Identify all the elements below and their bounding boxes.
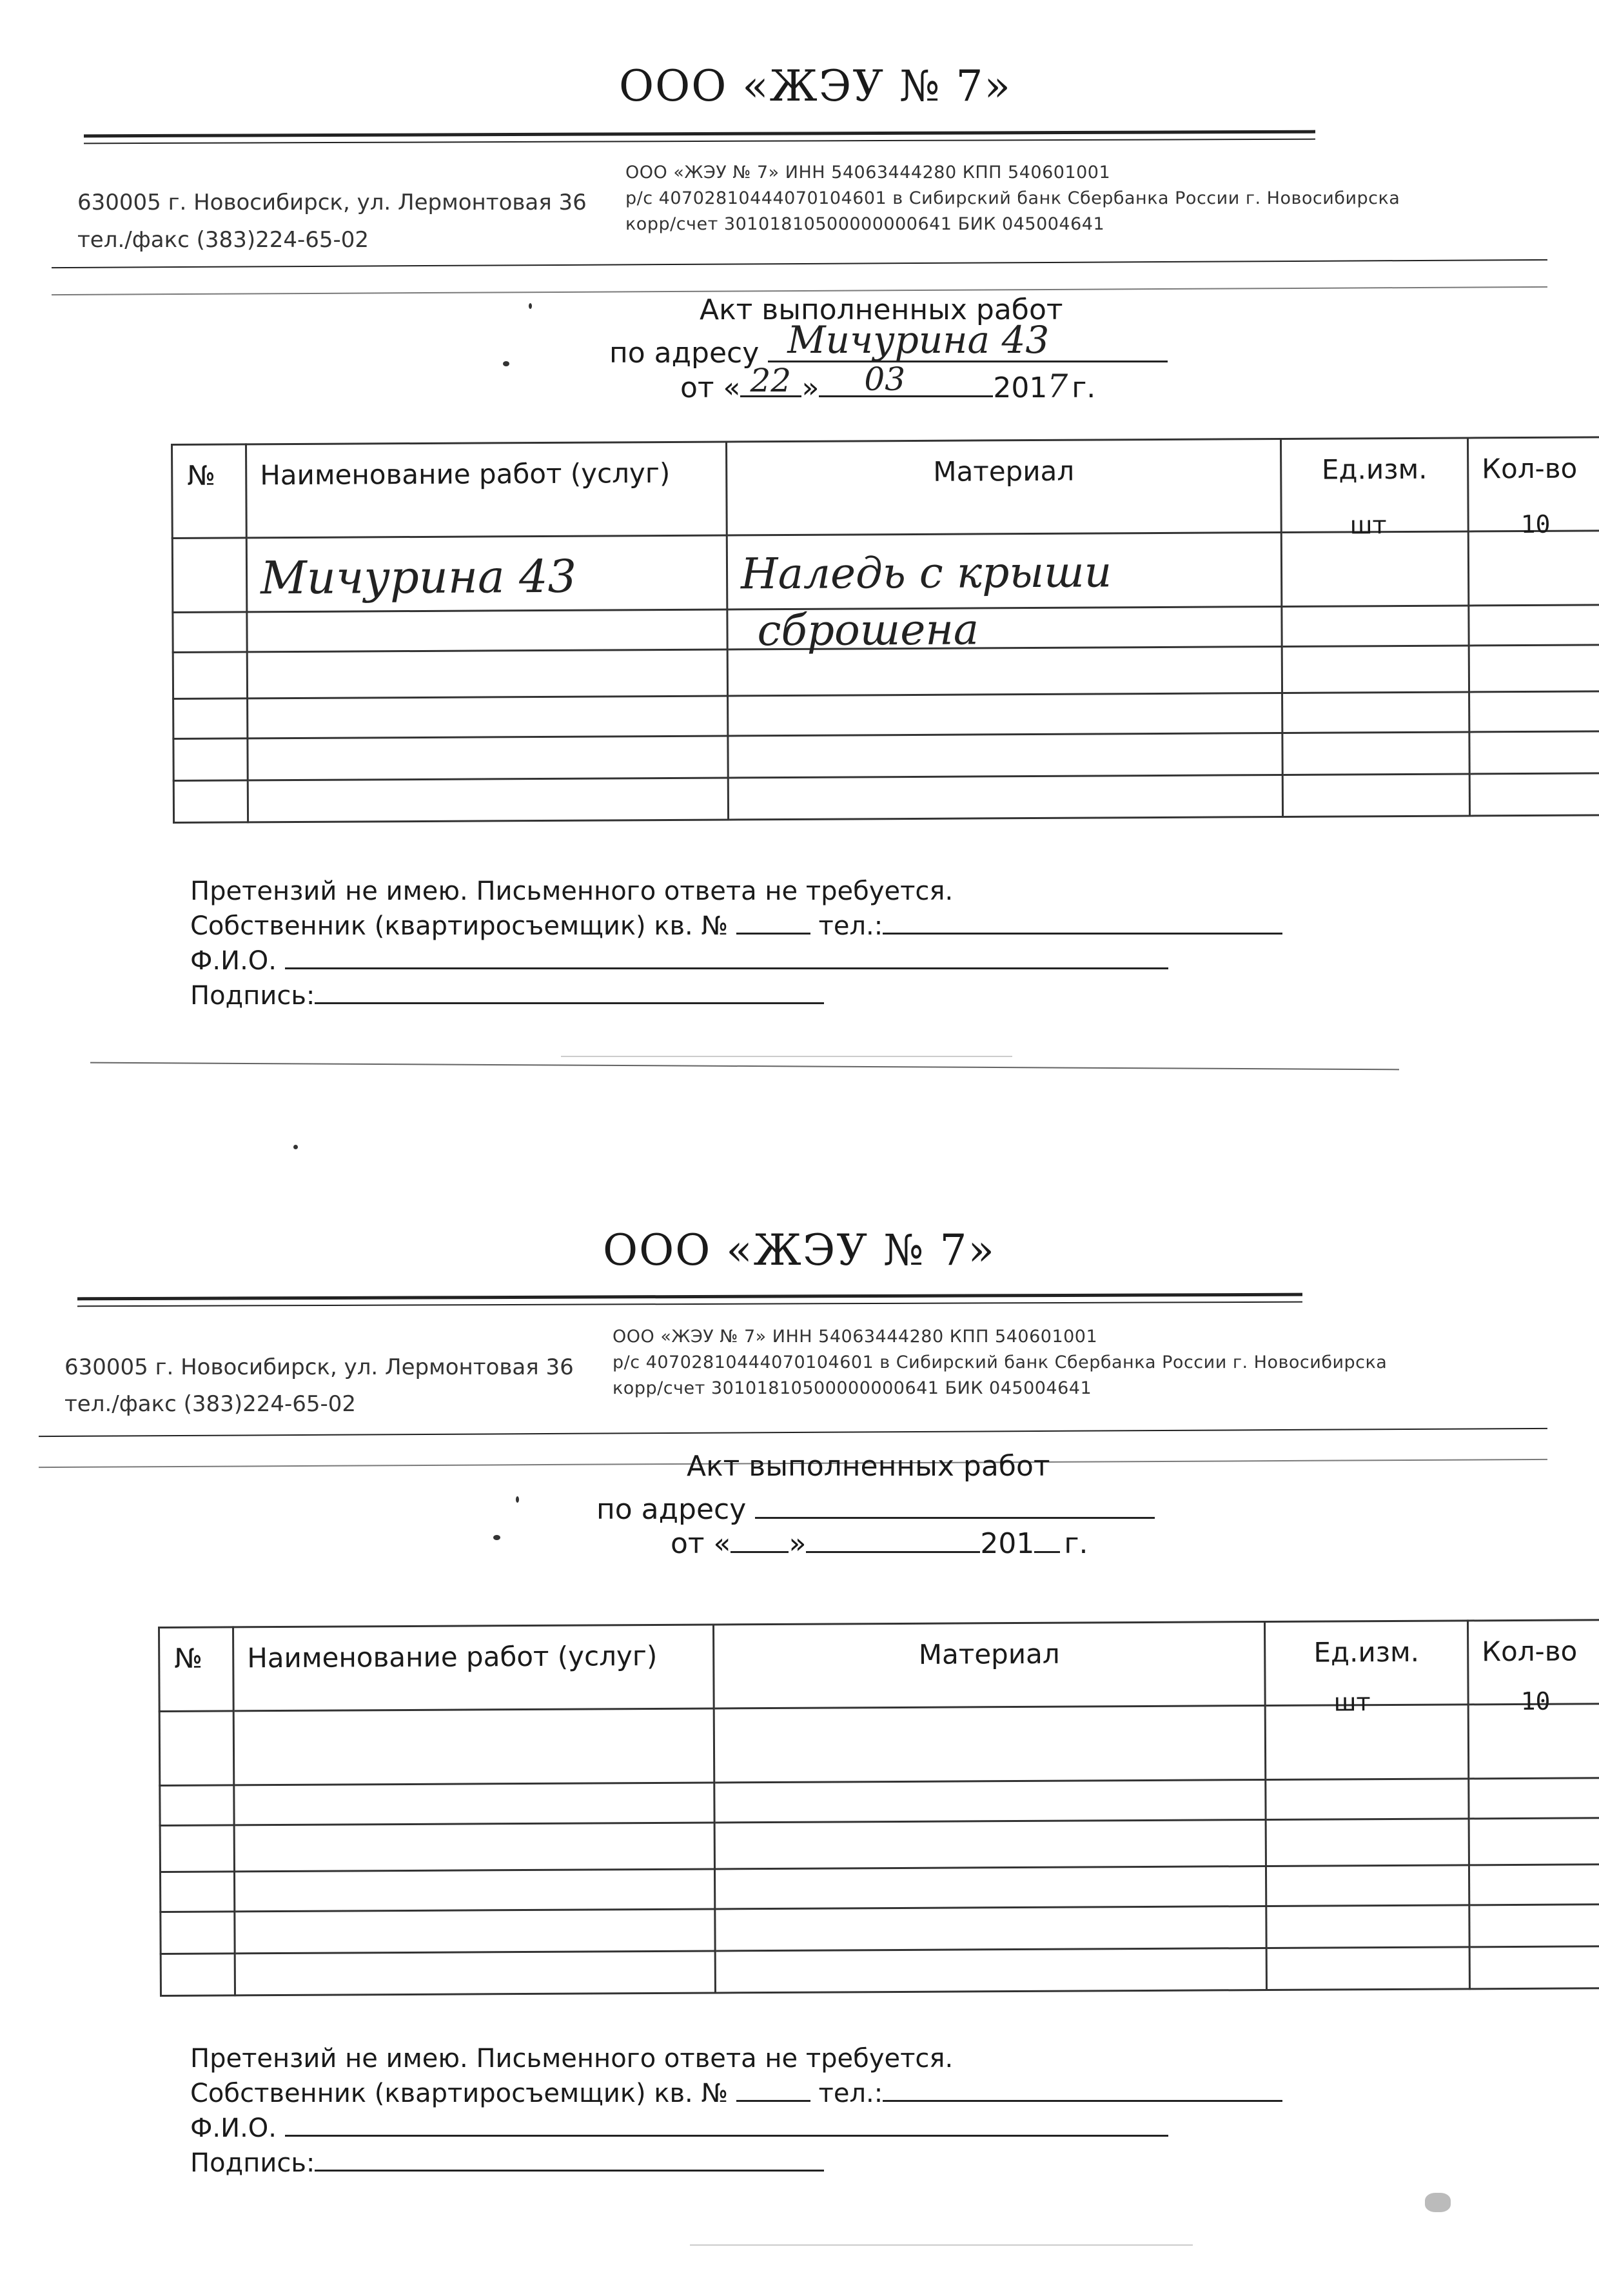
header-rule-bottom [39, 1428, 1547, 1437]
signature-field[interactable] [315, 983, 824, 1004]
fio-line [190, 944, 1282, 978]
cell-name[interactable] [246, 535, 727, 612]
address-line-1: 630005 г. Новосибирск, ул. Лермонтовая 36 [64, 1354, 574, 1380]
date-year-field[interactable] [1034, 1525, 1060, 1553]
scan-streak [690, 2244, 1193, 2246]
scan-streak [561, 1056, 1012, 1057]
address-field[interactable] [768, 318, 1168, 362]
unit-value: шт [1349, 511, 1387, 540]
requisites-line-3: корр/счет 30101810500000000641 БИК 045004641 [613, 1378, 1092, 1398]
table-row [173, 645, 1599, 699]
address-line-2: тел./факс (383)224-65-02 [77, 227, 369, 253]
col-header-no: № [159, 1627, 234, 1712]
table-row [173, 605, 1599, 653]
col-header-material: Материал [726, 439, 1281, 535]
claims-text: Претензий не имею. Письменного ответа не требуется. [190, 876, 954, 906]
date-prefix: от « [671, 1527, 731, 1560]
table-row [160, 1818, 1599, 1872]
works-table [171, 436, 1599, 824]
fio-label: Ф.И.О. [190, 2113, 277, 2143]
address-line [596, 1489, 1155, 1526]
col-header-name: Наименование работ (услуг) [246, 442, 727, 538]
signature-field[interactable] [315, 2150, 824, 2172]
table-row [173, 691, 1599, 739]
date-year-digit: 7 [1047, 368, 1068, 405]
address-line-2: тел./факс (383)224-65-02 [64, 1391, 357, 1417]
cell-material[interactable] [714, 1706, 1266, 1783]
col-header-unit: Ед.изм. [1280, 438, 1468, 533]
table-row [161, 1905, 1599, 1954]
cell-unit[interactable] [1281, 511, 1469, 607]
apartment-field[interactable] [736, 2081, 810, 2102]
row-material-line-2: сброшена [757, 604, 979, 656]
date-day: 22 [750, 362, 792, 399]
table-row [173, 731, 1599, 781]
signature-line [190, 2146, 1282, 2181]
date-day-field[interactable] [740, 362, 801, 399]
signature-line [190, 978, 1282, 1013]
col-header-material: Материал [713, 1622, 1265, 1708]
owner-line [190, 909, 1282, 944]
signature-label: Подпись: [190, 981, 315, 1011]
phone-label: тел.: [818, 911, 883, 941]
date-line [671, 1525, 1088, 1560]
col-header-name: Наименование работ (услуг) [233, 1625, 714, 1711]
cut-line [90, 1062, 1399, 1071]
act-title: Акт выполненных работ [700, 293, 1063, 326]
fio-line [190, 2111, 1282, 2146]
act-form-1 [0, 0, 1599, 1135]
requisites-line-3: корр/счет 30101810500000000641 БИК 045004641 [625, 214, 1105, 234]
cell-qty[interactable] [1468, 510, 1599, 606]
cell-name[interactable] [233, 1708, 714, 1785]
header-rule-bottom [52, 259, 1547, 268]
scan-speck [503, 361, 509, 366]
col-header-qty: Кол-во [1467, 1620, 1599, 1705]
qty-value: 10 [1520, 1687, 1551, 1716]
address-line-1: 630005 г. Новосибирск, ул. Лермонтовая 36 [77, 190, 587, 215]
scan-speck [516, 1496, 519, 1503]
header-rule-top-thin [84, 139, 1315, 144]
header-rule-top-thin [77, 1301, 1302, 1307]
table-row [161, 1946, 1599, 1996]
address-value: Мичурина 43 [787, 318, 1050, 362]
date-day-field[interactable] [731, 1525, 789, 1553]
phone-label: тел.: [818, 2079, 883, 2108]
date-month-field[interactable] [819, 361, 993, 398]
act-form-2 [0, 1161, 1599, 2296]
col-header-no: № [172, 444, 247, 539]
date-suffix: г. [1072, 371, 1096, 404]
header-rule-top [77, 1293, 1302, 1301]
header-rule-top [84, 130, 1315, 138]
address-label: по адресу [596, 1493, 747, 1526]
claims-text: Претензий не имею. Письменного ответа не требуется. [190, 2044, 954, 2073]
table-row [159, 1704, 1599, 1786]
owner-label: Собственник (квартиросъемщик) кв. № [190, 2079, 729, 2108]
address-field[interactable] [755, 1489, 1155, 1519]
fio-label: Ф.И.О. [190, 946, 277, 976]
fio-field[interactable] [285, 948, 1168, 969]
signature-label: Подпись: [190, 2148, 315, 2178]
cell-unit[interactable] [1265, 1688, 1469, 1780]
date-prefix: от « [680, 371, 741, 404]
date-month-field[interactable] [806, 1525, 980, 1553]
scan-speck [1425, 2193, 1451, 2212]
date-line [680, 361, 1096, 405]
owner-label: Собственник (квартиросъемщик) кв. № [190, 911, 729, 941]
date-year-prefix: 201 [993, 371, 1048, 404]
fio-field[interactable] [285, 2115, 1168, 2137]
requisites-line-2: р/с 40702810444070104601 в Сибирский банк Сбербанка России г. Новосибирска [625, 188, 1400, 208]
date-suffix: г. [1064, 1527, 1088, 1560]
scan-speck [293, 1145, 298, 1149]
phone-field[interactable] [883, 2081, 1282, 2102]
org-title: ООО «ЖЭУ № 7» [619, 61, 1012, 111]
signature-block [190, 2041, 1282, 2181]
works-table [158, 1619, 1599, 1997]
qty-value: 10 [1520, 510, 1551, 539]
address-label: по адресу [609, 337, 760, 370]
table-row [172, 531, 1599, 613]
scan-speck [529, 303, 532, 309]
date-month: 03 [864, 361, 906, 398]
signature-block [190, 874, 1282, 1013]
requisites-line-2: р/с 40702810444070104601 в Сибирский банк Сбербанка России г. Новосибирска [613, 1352, 1388, 1372]
row-material-line-1: Наледь с крыши [740, 547, 1112, 599]
table-row [160, 1865, 1599, 1912]
col-header-unit: Ед.изм. [1264, 1621, 1468, 1706]
owner-line [190, 2076, 1282, 2111]
act-title: Акт выполненных работ [687, 1450, 1050, 1483]
org-title: ООО «ЖЭУ № 7» [603, 1225, 996, 1275]
apartment-field[interactable] [736, 913, 810, 935]
date-year-prefix: 201 [980, 1527, 1035, 1560]
requisites-line-1: ООО «ЖЭУ № 7» ИНН 54063444280 КПП 540601001 [613, 1327, 1098, 1347]
date-mid: » [801, 371, 819, 404]
cell-material[interactable] [727, 532, 1282, 656]
row-name: Мичурина 43 [260, 549, 577, 605]
table-row [160, 1778, 1599, 1826]
col-header-qty: Кол-во [1467, 437, 1599, 531]
unit-value: шт [1333, 1688, 1371, 1717]
scan-speck [493, 1535, 500, 1540]
requisites-line-1: ООО «ЖЭУ № 7» ИНН 54063444280 КПП 540601001 [625, 163, 1111, 183]
phone-field[interactable] [883, 913, 1282, 935]
cell-qty[interactable] [1468, 1687, 1599, 1779]
date-mid: » [789, 1527, 807, 1560]
cell-no[interactable] [172, 538, 247, 613]
cell-no[interactable] [159, 1711, 234, 1786]
table-row [173, 773, 1599, 823]
